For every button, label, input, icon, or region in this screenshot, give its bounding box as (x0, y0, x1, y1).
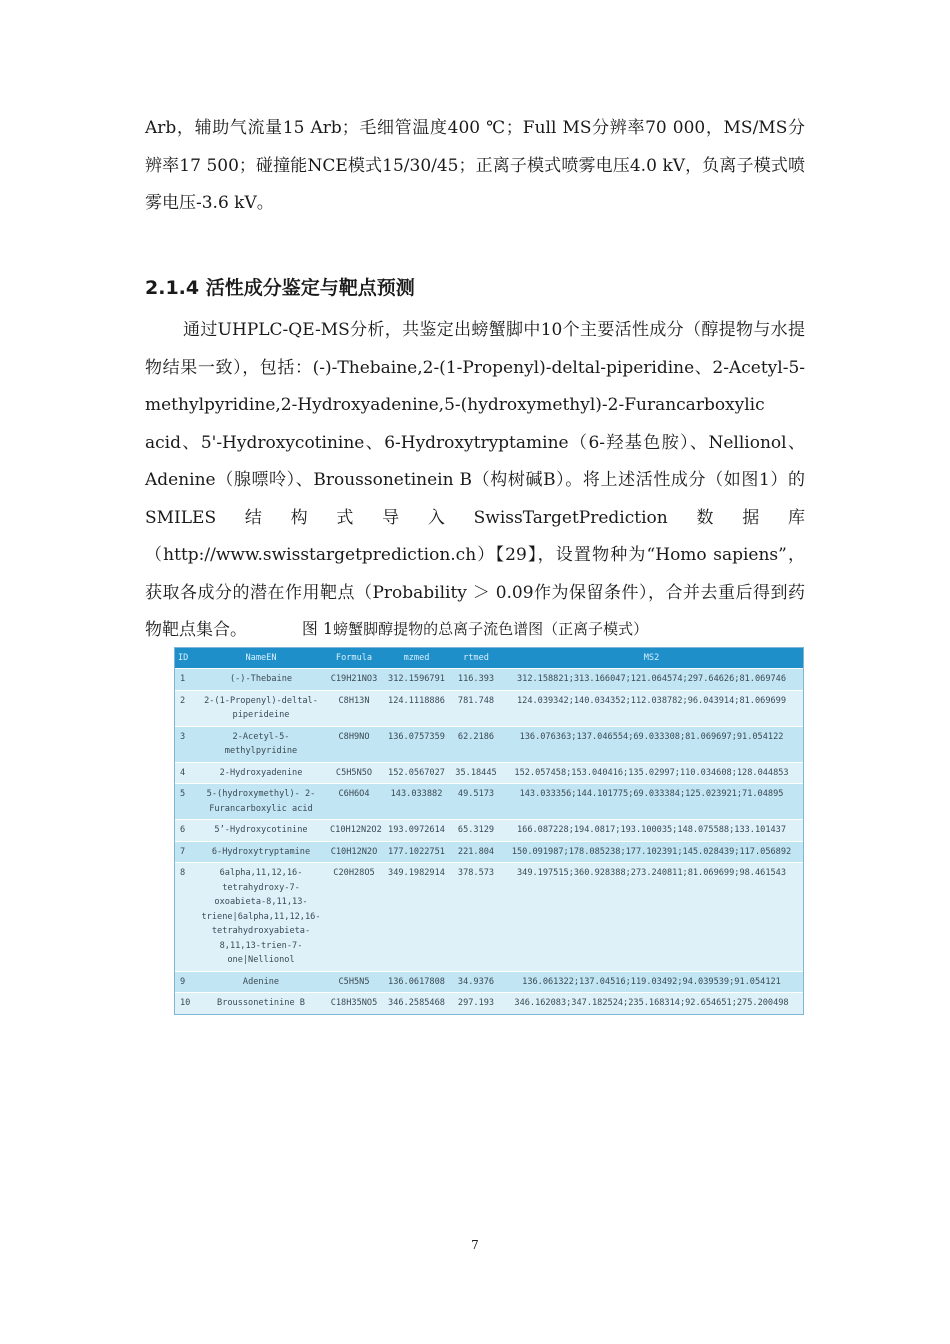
cell-name: 2-(1-Propenyl)-deltal-piperideine (195, 690, 327, 726)
page-number: 7 (471, 1238, 479, 1252)
cell-rtmed: 378.573 (452, 863, 500, 972)
cell-name: 2-Hydroxyadenine (195, 762, 327, 784)
table-row (175, 669, 803, 691)
cell-id: 4 (175, 762, 195, 784)
cell-formula: C10H12N2O (327, 841, 381, 863)
cell-mzmed: 136.0757359 (381, 726, 452, 762)
cell-ms2: 152.057458;153.040416;135.02997;110.034608;128.044853 (500, 762, 803, 784)
cell-name: 6alpha,11,12,16-tetrahydroxy-7-oxoabieta-8,11,13-triene|6alpha,11,12,16-tetrahydroxyabieta-8,11,13-trien-7-one|Nellionol (195, 863, 327, 972)
table-row (175, 863, 803, 972)
header-mzmed: mzmed (381, 648, 452, 669)
cell-formula: C18H35NO5 (327, 993, 381, 1014)
cell-name: 2-Acetyl-5-methylpyridine (195, 726, 327, 762)
cell-mzmed: 177.1022751 (381, 841, 452, 863)
cell-rtmed: 35.18445 (452, 762, 500, 784)
cell-rtmed: 297.193 (452, 993, 500, 1014)
header-name: NameEN (195, 648, 327, 669)
cell-formula: C19H21NO3 (327, 669, 381, 691)
compound-table (175, 648, 803, 1014)
table-row (175, 820, 803, 842)
cell-ms2: 136.061322;137.04516;119.03492;94.039539;91.054121 (500, 971, 803, 993)
cell-formula: C20H28O5 (327, 863, 381, 972)
cell-mzmed: 152.0567027 (381, 762, 452, 784)
cell-formula: C10H12N2O2 (327, 820, 381, 842)
cell-name: 5’-Hydroxycotinine (195, 820, 327, 842)
cell-id: 9 (175, 971, 195, 993)
table-row (175, 841, 803, 863)
cell-mzmed: 193.0972614 (381, 820, 452, 842)
cell-rtmed: 62.2186 (452, 726, 500, 762)
table-row (175, 971, 803, 993)
cell-name: 5-(hydroxymethyl)- 2-Furancarboxylic acid (195, 784, 327, 820)
cell-id: 1 (175, 669, 195, 691)
cell-ms2: 166.087228;194.0817;193.100035;148.075588;133.101437 (500, 820, 803, 842)
header-id: ID (175, 648, 195, 669)
cell-id: 2 (175, 690, 195, 726)
cell-id: 10 (175, 993, 195, 1014)
cell-mzmed: 143.033882 (381, 784, 452, 820)
cell-rtmed: 116.393 (452, 669, 500, 691)
cell-ms2: 136.076363;137.046554;69.033308;81.069697;91.054122 (500, 726, 803, 762)
cell-id: 8 (175, 863, 195, 972)
cell-mzmed: 136.0617808 (381, 971, 452, 993)
figure-caption-text: 螃蟹脚醇提物的总离子流色谱图（正离子模式） (333, 620, 649, 638)
cell-ms2: 124.039342;140.034352;112.038782;96.043914;81.069699 (500, 690, 803, 726)
table-row (175, 993, 803, 1014)
cell-name: (-)-Thebaine (195, 669, 327, 691)
cell-id: 6 (175, 820, 195, 842)
cell-id: 3 (175, 726, 195, 762)
cell-ms2: 349.197515;360.928388;273.240811;81.069699;98.461543 (500, 863, 803, 972)
cell-rtmed: 221.804 (452, 841, 500, 863)
header-formula: Formula (327, 648, 381, 669)
cell-rtmed: 49.5173 (452, 784, 500, 820)
cell-rtmed: 34.9376 (452, 971, 500, 993)
paragraph-instrument-settings: Arb，辅助气流量15 Arb；毛细管温度400 ℃；Full MS分辨率70 000，MS/MS分辨率17 500；碰撞能NCE模式15/30/45；正离子模式喷雾电压4.0 kV，负离子模式喷雾电压-3.6 kV。 (145, 118, 805, 213)
cell-mzmed: 312.1596791 (381, 669, 452, 691)
cell-name: 6-Hydroxytryptamine (195, 841, 327, 863)
cell-formula: C5H5N5 (327, 971, 381, 993)
cell-id: 7 (175, 841, 195, 863)
compound-table-figure (174, 647, 804, 1015)
figure-caption (0, 617, 950, 641)
section-heading: 2.1.4 活性成分鉴定与靶点预测 (145, 277, 415, 299)
cell-rtmed: 781.748 (452, 690, 500, 726)
header-rtmed: rtmed (452, 648, 500, 669)
table-row (175, 762, 803, 784)
cell-formula: C8H13N (327, 690, 381, 726)
cell-ms2: 143.033356;144.101775;69.033384;125.023921;71.04895 (500, 784, 803, 820)
cell-mzmed: 346.2585468 (381, 993, 452, 1014)
table-row (175, 726, 803, 762)
cell-formula: C5H5N5O (327, 762, 381, 784)
cell-id: 5 (175, 784, 195, 820)
table-body (175, 669, 803, 1014)
cell-formula: C8H9NO (327, 726, 381, 762)
cell-ms2: 346.162083;347.182524;235.168314;92.654651;275.200498 (500, 993, 803, 1014)
paragraph-active-components: 通过UHPLC-QE-MS分析，共鉴定出螃蟹脚中10个主要活性成分（醇提物与水提物结果一致），包括：(-)-Thebaine,2-(1-Propenyl)-deltal-piperidine、2-Acetyl-5-methylpyridine,2-Hydroxyadenine,5-(hydroxymethyl)-2-Furancarboxylic acid、5'-Hydroxycotinine、6-Hydroxytryptamine（6-羟基色胺）、Nellionol、Adenine（腺嘌呤）、Broussonetinein B（构树碱B）。将上述活性成分（如图1）的SMILES结构式导入SwissTargetPrediction数据库（http://www.swisstargetprediction.ch）【29】，设置物种为“Homo sapiens”，获取各成分的潜在作用靶点（Probability ＞ 0.09作为保留条件），合并去重后得到药物靶点集合。 (145, 320, 805, 640)
cell-name: Broussonetinine B (195, 993, 327, 1014)
cell-ms2: 150.091987;178.085238;177.102391;145.028439;117.056892 (500, 841, 803, 863)
cell-ms2: 312.158821;313.166047;121.064574;297.64626;81.069746 (500, 669, 803, 691)
cell-mzmed: 349.1982914 (381, 863, 452, 972)
cell-name: Adenine (195, 971, 327, 993)
table-row (175, 690, 803, 726)
table-row (175, 784, 803, 820)
header-ms2: MS2 (500, 648, 803, 669)
cell-formula: C6H6O4 (327, 784, 381, 820)
cell-rtmed: 65.3129 (452, 820, 500, 842)
figure-label: 图 1 (301, 619, 334, 638)
cell-mzmed: 124.1118886 (381, 690, 452, 726)
table-header-row (175, 648, 803, 669)
